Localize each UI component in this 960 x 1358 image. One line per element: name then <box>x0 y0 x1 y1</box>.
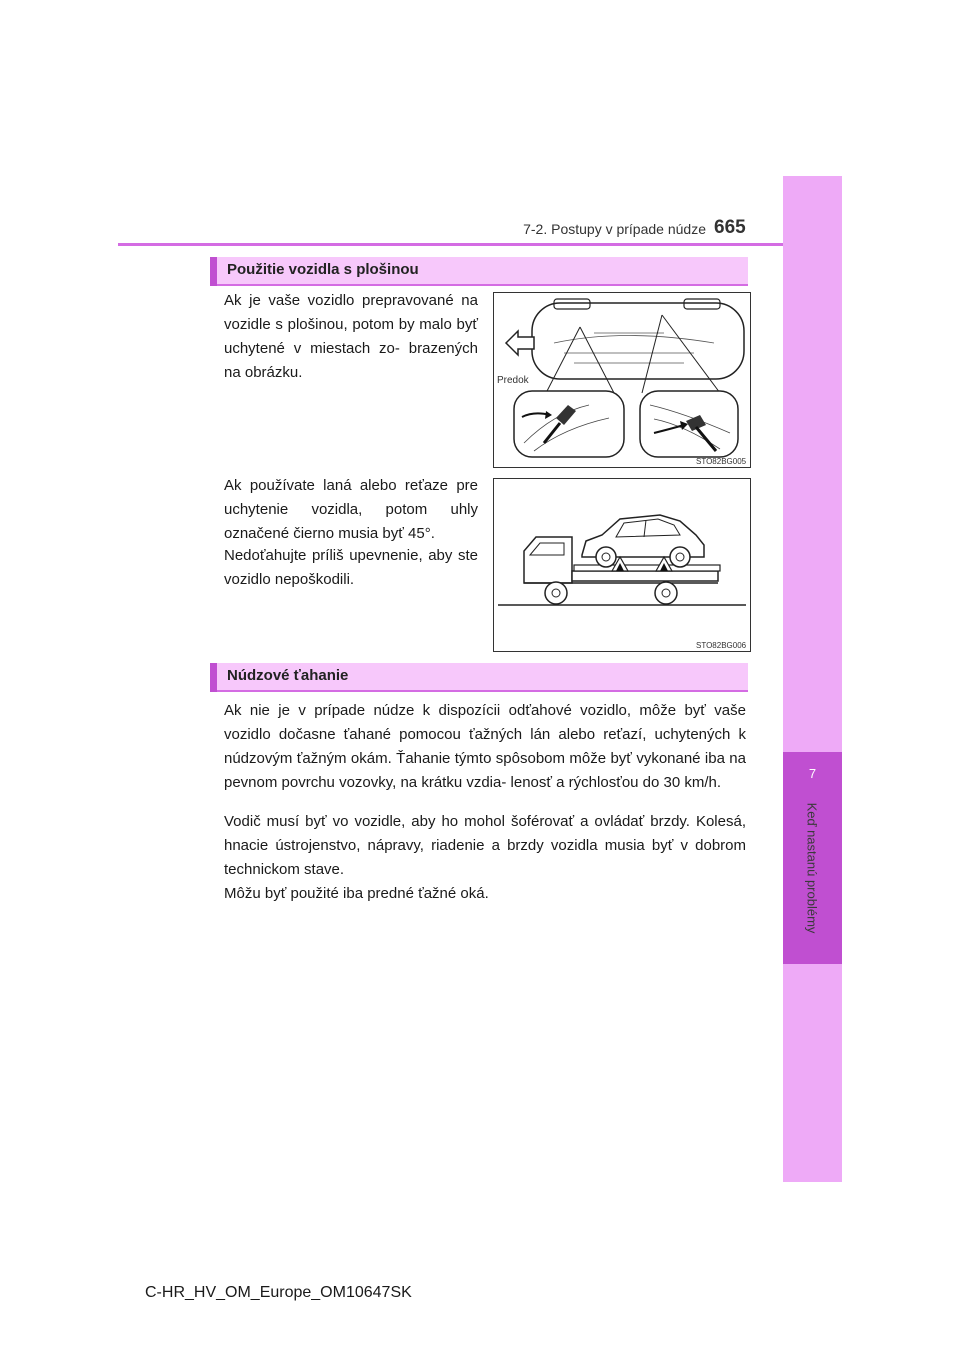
flatbed-truck-figure <box>493 478 751 652</box>
section-title-bar <box>210 663 748 692</box>
chapter-number: 7 <box>808 766 817 781</box>
chapter-side-tab <box>783 176 842 1182</box>
section-title: Núdzové ťahanie <box>227 667 349 684</box>
running-header: 7-2. Postupy v prípade núdze <box>523 221 706 237</box>
page-number: 665 <box>714 217 746 238</box>
section-title-accent <box>210 663 217 692</box>
tie-down-points-illustration <box>494 293 750 467</box>
paragraph: Ak nie je v prípade núdze k dispozícii odťahové vozidlo, môže byť vaše vozidlo dočasne ťahané pomocou ťažných lán alebo reťazí, uchytených k núdzovým ťažným okám. Ťahanie týmto spôsobom môže byť vykonané iba na pevnom povrchu vozovky, na krátku vzdia- lenosť a rýchlosťou do 30 km/h. <box>224 702 746 791</box>
paragraph: Vodič musí byť vo vozidle, aby ho mohol šoférovať a ovládať brzdy. Kolesá, hnacie ústrojenstvo, nápravy, riadenie a brzdy vozidla musia byť v dobrom technickom stave. <box>224 813 746 878</box>
flatbed-truck-illustration <box>494 479 750 651</box>
section-title-bar <box>210 257 748 286</box>
chapter-title: Keď nastanú problémy <box>804 802 820 934</box>
document-footer-code: C-HR_HV_OM_Europe_OM10647SK <box>145 1284 412 1301</box>
paragraph: Ak je vaše vozidlo prepravované na vozidle s plošinou, potom by malo byť uchytené v miestach zo- brazených na obrázku. <box>224 292 478 381</box>
paragraph: Nedoťahujte príliš upevnenie, aby ste vozidlo nepoškodili. <box>224 547 478 588</box>
section-title-accent <box>210 257 217 286</box>
paragraph: Môžu byť použité iba predné ťažné oká. <box>224 885 489 902</box>
figure-code: STO82BG006 <box>696 641 747 650</box>
front-label: Predok <box>497 375 529 386</box>
figure-code: STO82BG005 <box>696 457 747 466</box>
section-title: Použitie vozidla s plošinou <box>227 261 419 278</box>
tie-down-points-figure <box>493 292 751 468</box>
paragraph: Ak používate laná alebo reťaze pre uchytenie vozidla, potom uhly označené čierno musia byť 45°. <box>224 477 478 542</box>
header-rule <box>118 243 783 246</box>
